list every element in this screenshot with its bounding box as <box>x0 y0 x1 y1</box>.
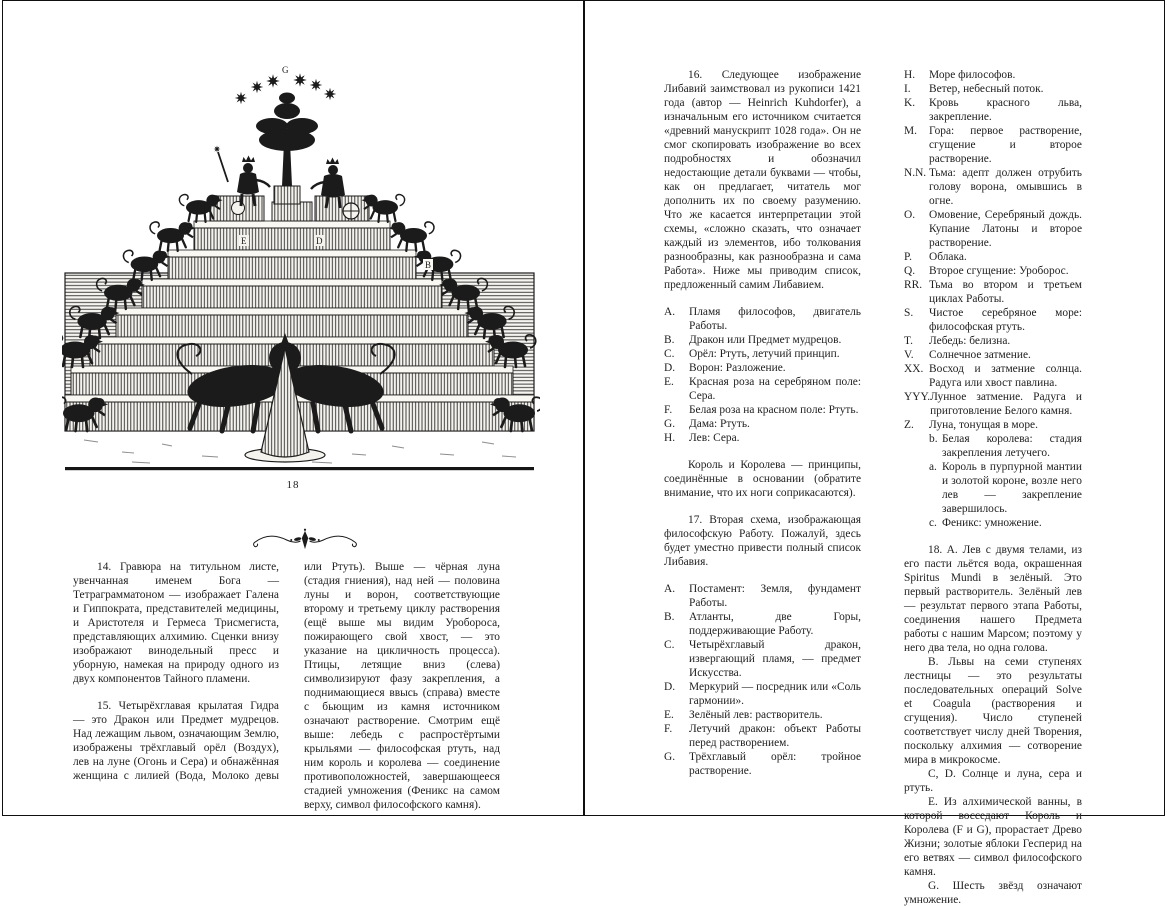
list-item-text: Тьма во втором и третьем циклах Работы. <box>929 279 1082 305</box>
alchemical-pyramid-engraving <box>62 56 540 476</box>
list-item-text: Облака. <box>929 251 967 263</box>
list-item-text: Кровь красного льва, закрепление. <box>929 97 1082 123</box>
list-item-text: Постамент: Земля, фундамент Работы. <box>689 583 861 609</box>
list-item <box>904 460 1082 516</box>
list-item-marker: O. <box>904 209 916 221</box>
list-item <box>664 375 861 403</box>
paragraph-18-item: G. Шесть звёзд означают умножение. <box>904 880 1082 906</box>
list-item <box>664 638 861 680</box>
list-item-marker: D. <box>664 681 676 693</box>
engraving-letter-label: G <box>282 65 289 75</box>
list-item-text: Восход и затмение солнца. Радуга или хвост павлина. <box>929 363 1082 389</box>
list-item <box>904 418 1082 432</box>
list-item-marker: B. <box>664 334 675 346</box>
list-item <box>664 722 861 750</box>
list-item-text: Пламя философов, двигатель Работы. <box>689 306 861 332</box>
list-item-marker: A. <box>664 583 676 595</box>
list-item-text: Меркурий — посредник или «Соль гармонии». <box>689 681 861 707</box>
paragraph-15: 15. Четырёхглавая крылатая Гидра — это Дракон или Предмет мудрецов. Над лежащим львом, означающим Землю, изображены трёхглавый орёл (Воздух), лев на луне (Огонь и Сера) и обнажённая женщина с лилией (Вода, Молоко девы <box>73 700 279 782</box>
paragraph-18-item: 18. A. Лев с двумя телами, из его пасти льётся вода, окрашенная Spiritus Mundi в зелёный. Это первый растворитель. Зелёный лев — результат первого этапа Работы, соединения нашего Предмета работы с нашим Марсом; поэтому у него два тела, но одна голова. <box>904 544 1082 654</box>
paragraph-15-continued: или Ртуть). Выше — чёрная луна (стадия гниения), над ней — половина луны и ворон, соответствующие второму и третьему циклу растворения (ещё выше мы видим Уробороса, пожирающего свой хвост, — это указание на цикличность процесса). Птицы, летящие вниз (слева) символизируют фазу закрепления, а поднимающиеся ввысь (справа) вместе с бьющим из камня источником означают растворение. Смотрим ещё выше: лебедь с распростёртыми крыльями — философская ртуть, над ним король и королева — соединение противоположностей, завершающееся стадией умножения (Феникс на самом верху, символ философского камня). <box>304 561 500 811</box>
right-page-column-1 <box>664 68 861 791</box>
list-item <box>664 431 861 445</box>
list-item-text: Ворон: Разложение. <box>689 362 786 374</box>
list-item <box>664 582 861 610</box>
list-item-text: Четырёхглавый дракон, извергающий пламя, — предмет Искусства. <box>689 639 861 679</box>
list-item <box>664 708 861 722</box>
page-divider <box>583 0 585 815</box>
list-item-text: Чистое серебряное море: философская ртуть. <box>929 307 1082 333</box>
list-item-marker: H. <box>904 69 916 81</box>
list-item-marker: D. <box>664 362 676 374</box>
list-item <box>664 403 861 417</box>
list-item-marker: T. <box>904 335 913 347</box>
list-item-text: Король в пурпурной мантии и золотой короне, возле него лев — закрепление завершилось. <box>942 461 1082 515</box>
list-item <box>904 278 1082 306</box>
list-item-text: Лев: Сера. <box>689 432 740 444</box>
list-item-text: Море философов. <box>929 69 1016 81</box>
list-item-text: Солнечное затмение. <box>929 349 1031 361</box>
tree-of-life <box>256 93 318 205</box>
list-item-text: Трёхглавый орёл: тройное растворение. <box>689 751 861 777</box>
list-item-text: Лунное затмение. Радуга и приготовление Белого камня. <box>930 391 1082 417</box>
left-page-column-2 <box>304 560 500 825</box>
list-item <box>904 334 1082 348</box>
list-item-marker: C. <box>664 639 675 651</box>
paragraph-king-queen: Король и Королева — принципы, соединённые в основании (обратите внимание, что их ноги соприкасаются). <box>664 459 861 499</box>
right-page-column-2 <box>904 68 1082 907</box>
list-item <box>664 333 861 347</box>
list-item-marker: b. <box>929 433 938 445</box>
list-item-text: Орёл: Ртуть, летучий принцип. <box>689 348 840 360</box>
engraving-letter-label: B <box>425 260 432 270</box>
list-item <box>904 348 1082 362</box>
list-item-marker: N.N. <box>904 167 927 179</box>
list-item-marker: YYY. <box>904 391 931 403</box>
list-item-text: Дама: Ртуть. <box>689 418 750 430</box>
list-item-marker: RR. <box>904 279 923 291</box>
list-item-marker: a. <box>929 461 937 473</box>
list-item-marker: E. <box>664 376 674 388</box>
list-item-marker: A. <box>664 306 676 318</box>
list-item-text: Дракон или Предмет мудрецов. <box>689 334 842 346</box>
list-item-text: Летучий дракон: объект Работы перед растворением. <box>689 723 861 749</box>
list-item-marker: I. <box>904 83 911 95</box>
engraving-letter-label: E <box>241 236 247 246</box>
libavius-list-16 <box>664 305 861 445</box>
libavius-list-17-part2 <box>904 68 1082 530</box>
paragraph-18-item: E. Из алхимической ванны, в которой восседают Король и Королева (F и G), прорастает Древо Жизни; золотые яблоки Гесперид на его ветвях — символ философского камня. <box>904 796 1082 878</box>
list-item <box>904 96 1082 124</box>
paragraph-16: 16. Следующее изображение Либавий заимствовал из рукописи 1421 года (автор — Heinrich Kuhdorfer), а изначальным его источником считается «древний манускрипт 1028 года». Он не смог скопировать изображение во всех подробностях и обозначил недостающие детали буквами — чтобы, как он предлагает, читатель мог дополнить их по своему разумению. Что же касается интерпретации этой схемы, «сложно сказать, что означает каждый из элементов, ибо толкования разнообразны, как разнообразна и сама Работа». Ниже мы приводим список, предложенный самим Либавием. <box>664 69 861 291</box>
list-item-marker: Z. <box>904 419 914 431</box>
list-item-marker: Q. <box>904 265 916 277</box>
list-item <box>904 166 1082 208</box>
list-item-text: Лебедь: белизна. <box>929 335 1011 347</box>
list-item-marker: F. <box>664 404 673 416</box>
engraving-letter-label: D <box>316 236 323 246</box>
list-item-text: Феникс: умножение. <box>942 517 1042 529</box>
list-item <box>664 750 861 778</box>
list-item <box>664 417 861 431</box>
list-item-marker: S. <box>904 307 914 319</box>
list-item <box>664 305 861 333</box>
list-item-text: Атланты, две Горы, поддерживающие Работу. <box>689 611 861 637</box>
list-item-marker: F. <box>664 723 673 735</box>
floral-divider-ornament <box>250 527 360 553</box>
list-item-marker: H. <box>664 432 676 444</box>
left-page-column-1 <box>73 560 279 783</box>
paragraph-14: 14. Гравюра на титульном листе, увенчанная именем Бога — Тетраграмматоном — изображает Галена и Гиппократа, представителей медицины, и Аристотеля и Гермеса Трисмегиста, представляющих алхимию. Сценки внизу изображают винодельный пресс и уборную, намекая на природу одного из двух компонентов Тайного пламени. <box>73 561 279 685</box>
paragraph-17: 17. Вторая схема, изображающая философскую Работу. Пожалуй, здесь будет уместно привести полный список Либавия. <box>664 514 861 568</box>
list-item <box>904 362 1082 390</box>
seven-steps <box>65 221 534 431</box>
list-item <box>904 124 1082 166</box>
list-item <box>904 306 1082 334</box>
list-item-text: Ветер, небесный поток. <box>929 83 1044 95</box>
list-item <box>664 361 861 375</box>
list-item <box>664 610 861 638</box>
list-item-text: Тьма: адепт должен отрубить голову ворона, омывшись в огне. <box>929 167 1082 207</box>
list-item-text: Гора: первое растворение, сгущение и второе растворение. <box>929 125 1082 165</box>
paragraph-18-group <box>904 543 1082 907</box>
list-item-marker: B. <box>664 611 675 623</box>
list-item-marker: C. <box>664 348 675 360</box>
engraving-bottom-rule <box>65 467 534 470</box>
list-item <box>664 680 861 708</box>
paragraph-18-item: B. Львы на семи ступенях лестницы — это результаты последовательных операций Solve et Coagula (растворения и сгущения). Число ступеней соответствует числу дней Творения, поскольку алхимия — сотворение мира в микрокосме. <box>904 656 1082 766</box>
list-item <box>904 390 1082 418</box>
list-item-marker: G. <box>664 418 676 430</box>
list-item-text: Омовение, Серебряный дождь. Купание Латоны и второе растворение. <box>929 209 1082 249</box>
list-item <box>664 347 861 361</box>
list-item-marker: V. <box>904 349 914 361</box>
figure-caption: 18 <box>286 479 300 491</box>
list-item-text: Зелёный лев: растворитель. <box>689 709 823 721</box>
list-item-text: Луна, тонущая в море. <box>929 419 1038 431</box>
list-item-marker: P. <box>904 251 912 263</box>
list-item-text: Второе сгущение: Уроборос. <box>929 265 1069 277</box>
list-item-marker: XX. <box>904 363 924 375</box>
list-item <box>904 264 1082 278</box>
list-item-marker: K. <box>904 97 916 109</box>
list-item <box>904 250 1082 264</box>
libavius-list-17-part1 <box>664 582 861 778</box>
paragraph-18-item: C, D. Солнце и луна, сера и ртуть. <box>904 768 1082 794</box>
list-item <box>904 68 1082 82</box>
list-item-text: Красная роза на серебряном поле: Сера. <box>689 376 861 402</box>
list-item <box>904 82 1082 96</box>
list-item-marker: E. <box>664 709 674 721</box>
list-item <box>904 208 1082 250</box>
list-item-text: Белая роза на красном поле: Ртуть. <box>689 404 859 416</box>
list-item-marker: G. <box>664 751 676 763</box>
list-item <box>904 516 1082 530</box>
list-item-text: Белая королева: стадия закрепления летучего. <box>942 433 1082 459</box>
list-item <box>904 432 1082 460</box>
list-item-marker: M. <box>904 125 917 137</box>
list-item-marker: c. <box>929 517 937 529</box>
